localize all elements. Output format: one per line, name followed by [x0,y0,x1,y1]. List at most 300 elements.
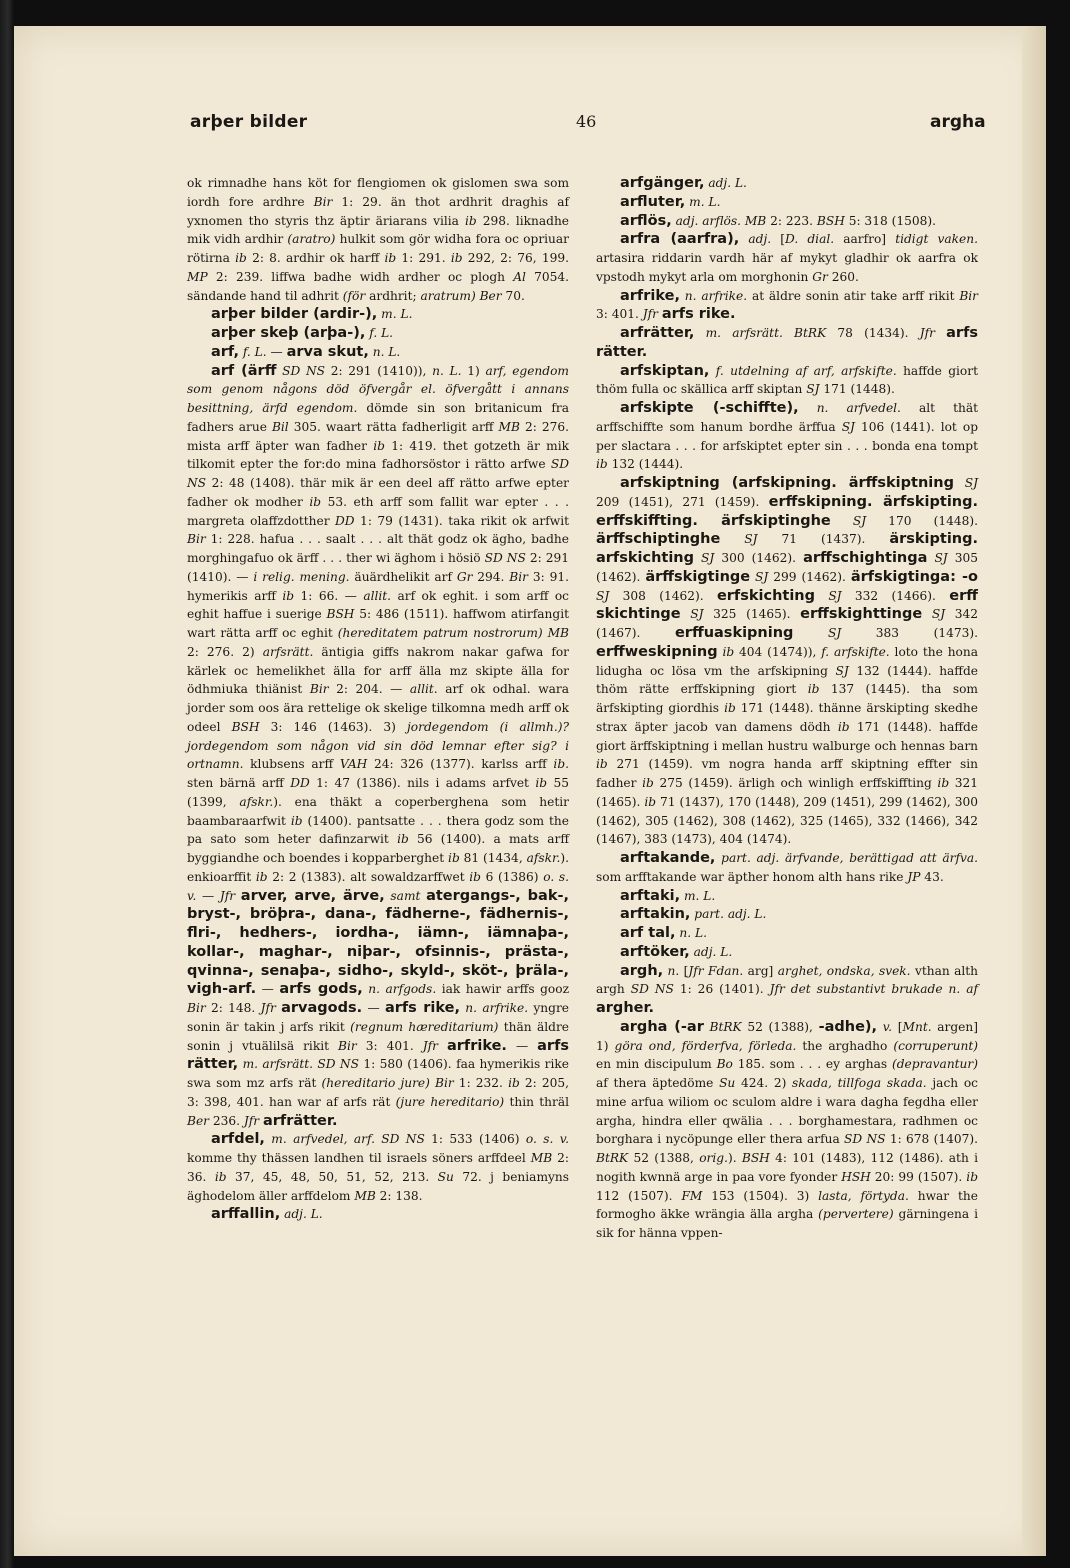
body-text: [ [771,232,786,247]
body-text: [ [679,963,689,978]
headword: erffskighttinge [800,606,923,623]
body-text: gärningena i sik for hänna vppen- [596,1207,978,1240]
italic-text: Su [719,1076,736,1090]
body-text: — [256,982,280,997]
dictionary-entry [596,324,978,362]
headword: arfrätter, [620,325,695,341]
italic-text: Jfr [422,1038,438,1053]
body-text: sten bärnä arff [187,776,291,790]
headword: ärffschiptinghe [596,531,721,548]
italic-text: Al [513,269,526,284]
body-text: 55 (1399, [187,776,569,809]
body-text: 2: 138. [375,1188,423,1203]
body-text: 271 (1459). vm nogra handa arff skiptning effter sin fadher [596,757,978,790]
body-text: jach oc mine arfua wiliom oc sculom aldre i wara dagha fegdha eller argha, hindra eller qwälia . . . borghamestara, radhmen oc borghara i nycöpunge eller thera arfua [596,1076,978,1147]
body-text: 2: 8. ardhir ok harff [246,251,385,265]
italic-text: Jfr Fdan. [688,963,744,978]
headword: arfs rike, [384,1000,460,1016]
italic-text: orig. [699,1151,728,1165]
italic-text: o. s. v. [525,1132,569,1147]
body-text: 1: 419. thet gotzeth är mik tilkomit epter the for:do mina fadhorsöstor i rätto arfwe [187,438,570,472]
body-text: 299 (1462). [768,569,851,584]
headword: arftöker, [620,943,690,960]
italic-text: m. L. [377,307,413,322]
italic-text: VAH [339,757,368,772]
headword: arver, arve, ärve, [240,887,385,904]
body-text: 2: 2 (1383). alt sowaldzarffwet [267,869,470,884]
body-text: ). [727,1151,742,1165]
italic-text: ib [596,757,608,772]
body-text: 308 (1462). [609,588,717,603]
headword: arvagods. [281,1000,363,1016]
italic-text: aratrum) [420,288,476,303]
body-text: 1: 533 (1406) [424,1132,526,1147]
italic-text: ib [384,251,397,265]
italic-text: part. adj. ärfvande, berättigad att ärfva. [715,851,978,865]
italic-text: Ber [479,288,502,303]
italic-text: ib [724,701,736,715]
italic-text: skada, tillfoga skada. [792,1076,927,1090]
body-text: 404 (1474)), [734,644,822,659]
body-text: 2: 148. [205,1001,261,1015]
body-text: the arghadho [796,1038,894,1053]
body-text: 72. j beniamyns äghodelom äller arffdelom [187,1169,569,1203]
headword: erffskipning. ärfskipting. erffskiffting. ärfskiptinghe [596,493,978,529]
running-header [0,112,1070,142]
italic-text: Bir [435,1076,454,1090]
body-text: 24: 326 (1377). karlss arff [367,757,554,772]
body-text: vthan alth argh [596,963,978,997]
dictionary-entry [596,962,978,1018]
dictionary-entry [596,943,978,962]
dictionary-entry [596,1018,978,1243]
body-text: dömde sin son britanicum fra fadhers arue [187,401,569,434]
body-text: 71 (1437). [757,532,890,547]
headword: arfskipte (-schiffte), [620,400,799,416]
dictionary-entry [596,474,978,849]
headword: arf (ärff [211,362,277,379]
body-text: 305. waart rätta fadherligit arff [288,419,499,434]
dictionary-entry [596,287,978,325]
right-column [596,174,978,1243]
body-text: arf ok eghit. i som arff oc eghit haffue i suerige [187,588,569,622]
body-text [935,326,946,340]
italic-text: Bir [338,1038,357,1053]
body-text: 1: 29. än thot ardhrit draghis af yxnomen tho styris thz äptir äriarans vilia [187,194,569,228]
body-text: en min discipulum [596,1057,717,1072]
dictionary-entry [187,305,569,324]
italic-text: Ber [187,1113,209,1128]
headword: arftakin, [620,906,691,923]
body-text: — [266,344,287,359]
body-text: 3: 401. [596,307,643,322]
headword: arfs rätter, [187,1037,570,1073]
headword: arfrike, [620,287,680,304]
dictionary-entry [596,230,978,286]
italic-text: f. L. [365,326,394,340]
dictionary-entry [187,362,569,1131]
headword: -adhe), [818,1018,878,1035]
italic-text: Su [437,1169,454,1184]
italic-text: allit. [363,588,392,603]
italic-text: n. arfrike. [460,1001,529,1015]
body-text: ). ena thäkt a coperberghena som hetir baambaraarfwit [187,794,569,828]
body-text: 4: 101 (1483), 112 (1486). ath i nogith kwnnä arge in paa vore fyonder [596,1151,978,1184]
body-text: [ [892,1019,903,1034]
body-text: som arfftakande war äpther honom alth hans rike [596,869,908,884]
headword: arfrätter. [263,1112,338,1129]
body-text: 171 (1448). [819,382,895,397]
headword: arftaki, [620,887,681,904]
italic-text: MB [530,1151,553,1165]
italic-text: m. arfsrätt. SD NS [238,1057,359,1072]
italic-text: lasta, förtyda. [818,1188,909,1203]
body-text: 53. eth arff som fallit war epter . . . margreta olaffzdotther [187,494,569,528]
italic-text: arf, egendom som genom någons död öfvergår el. öfvergått i annans besittning, ärfd egendom. [187,363,569,415]
italic-text: BSH [231,719,260,734]
headword: arf tal, [620,925,676,941]
dictionary-entry [596,924,978,943]
dictionary-entry [596,887,978,906]
body-text: 3: 146 (1463). 3) [259,719,407,734]
headword: argha (-ar [620,1018,704,1035]
italic-text: ib [282,588,295,603]
italic-text: ib [214,1169,227,1184]
left-column [187,174,569,1224]
italic-text: MB [547,626,569,640]
body-text: af thera äptedöme [596,1076,720,1090]
italic-text: part. adj. L. [690,907,767,922]
body-text: 342 (1467). [596,607,978,640]
headword: ärffskigtinge [645,568,751,585]
headword: arffallin, [211,1206,281,1223]
italic-text: afskr. [526,851,561,865]
italic-text: (för [342,288,366,303]
dictionary-entry [596,905,978,924]
italic-text: MB [354,1188,376,1203]
italic-text: f. utdelning af arf, arfskifte. [709,363,897,378]
italic-text: Gr [456,569,473,584]
body-text: 171 (1448). haffde giort ärffskiptning i mellan hustru walburge och hennas barn [596,719,979,753]
body-text: 305 (1462). [596,551,978,584]
body-text: 52 (1388), [741,1019,819,1034]
italic-text: Jfr [260,1001,276,1015]
body-text: 20: 99 (1507). [870,1169,967,1184]
body-text: iak hawir arffs gooz [436,982,569,997]
body-text: 170 (1448). [866,513,978,528]
italic-text: ib [837,719,850,734]
headword: arfgänger, [620,175,705,191]
italic-text: ib [966,1169,978,1184]
italic-text: (hereditatem patrum nostrorum) [337,626,543,640]
italic-text: (jure hereditario) [395,1094,505,1109]
body-text: 275 (1459). ärligh och winligh erffskiffting [653,776,938,790]
italic-text: m. arfsrätt. BtRK [694,326,827,340]
italic-text: SJ [694,551,715,565]
italic-text: arfsrätt. [262,644,314,659]
body-text: 300 (1462). [714,551,804,565]
italic-text: arghet, ondska, svek. [777,963,911,978]
italic-text: n. arfvedel. [798,401,901,415]
body-text: arf ok odhal. wara jorder som oos ära rettelige ok skelige tilkomna medh arff ok odeel [187,682,569,734]
body-text: 1: 291. [396,251,451,265]
dictionary-entry [596,849,978,887]
italic-text: n. arfgods. [362,982,437,997]
italic-text: SD NS [276,363,325,378]
body-text: 2: 276. mista arff äpter wan fadher [187,419,569,453]
italic-text: SJ [680,607,704,622]
italic-text: Jfr [919,326,935,340]
italic-text: (aratro) [287,232,336,247]
italic-text: SJ [927,551,948,565]
body-text: 71 (1437), 170 (1448), 209 (1451), 299 (1462), 300 (1462), 305 (1462), 308 (1462), 325 (1465), 332 (1466), 342 (1467), 383 (1473), 404 (1474). [596,794,978,847]
body-text: 153 (1504). 3) [702,1188,819,1203]
body-text: 2: 204. — [328,682,410,697]
italic-text: JP [907,869,921,884]
headword: arfskiptan, [620,362,710,379]
italic-text: n. [663,963,680,978]
italic-text: n. L. [368,344,401,359]
body-text: 81 (1434, [459,851,527,865]
body-text: 298. liknadhe mik vidh ardhir [187,213,570,247]
body-text: 43. [920,869,944,884]
body-text: 1: 26 (1401). [673,982,770,997]
italic-text: BSH [816,213,845,228]
dictionary-entry [596,399,978,474]
italic-text: ib [397,832,409,847]
body-text: loto the hona lidugha oc lösa vm the arfskipning [596,644,979,678]
italic-text: ib [235,251,247,265]
italic-text: SJ [830,513,867,528]
headword: ärskipting. arfskichting [596,531,979,566]
body-text: äuärdhelikit arf [349,569,457,584]
italic-text: HSH [841,1169,871,1184]
dictionary-entry [596,193,978,212]
body-text: 2: 291 (1410)), [325,363,433,378]
body-text: 2: 36. [187,1151,569,1184]
italic-text: SJ [815,588,842,603]
italic-text: SJ [720,532,758,547]
dictionary-entry [596,212,978,231]
body-text: haffde giort thöm fulla oc skällica arff skiptan [596,363,978,397]
headword: arflös, [620,212,672,229]
italic-text: o. s. v. [187,869,569,903]
body-text: 1: 232. [453,1076,509,1090]
italic-text: SJ [953,476,978,490]
body-text: artasira riddarin vardh här af mykyt gladhir ok aarfra ok vpstodh mykyt arla om morghonin [596,251,978,284]
body-text: 260. [827,269,859,284]
headword: arfs rätter. [596,325,979,360]
italic-text: SD NS [844,1132,886,1147]
italic-text: adj. [739,232,772,247]
italic-text: ib [717,644,735,659]
italic-text: ib [373,438,385,453]
italic-text: ib [448,851,460,865]
italic-text: m. L. [685,194,721,209]
body-text: aarfro] [834,232,896,247]
header-right-keyword: argha [930,112,986,132]
italic-text: ib [309,494,322,509]
body-text: 236. [209,1113,244,1128]
italic-text: Bil [271,419,289,434]
body-text: 383 (1473). [841,626,979,640]
body-text: thän äldre sonin j vtuälilsä rikit [187,1019,569,1053]
italic-text: Mnt. [902,1019,932,1034]
headword: argh, [620,962,664,979]
body-text: 137 (1445). tha som ärfskipting giordhis [596,682,978,715]
headword: arffschightinga [803,550,928,566]
italic-text: (regnum hæreditarium) [350,1019,499,1034]
italic-text: tidigt vaken. [895,232,978,247]
italic-text: samt [384,888,421,903]
italic-text: SJ [750,569,769,584]
body-text: ). enkioarffit [187,851,570,884]
body-text: 2: 223. [766,213,817,228]
italic-text: ib [642,776,654,790]
italic-text: DD [335,513,355,528]
italic-text: (corruperunt) [893,1038,978,1053]
body-text: 52 (1388, [628,1151,700,1165]
italic-text: Jfr det substantivt brukade n. af [769,982,979,997]
italic-text: ib [450,251,463,265]
body-text: 6 (1386) [480,869,544,884]
italic-text: D. dial. [785,232,835,247]
italic-text: m. arfvedel, arf. SD NS [264,1132,425,1147]
italic-text: Jfr [642,307,658,322]
italic-text: (pervertere) [818,1207,894,1222]
italic-text: Bir [309,682,329,697]
italic-text: v. [877,1019,893,1034]
italic-text: Bir [313,194,333,209]
body-text: komme thy thässen landhen til israels söners arffdeel [187,1151,531,1165]
italic-text: ib [469,869,481,884]
headword: arva skut, [286,343,369,360]
body-text: thin thräl [504,1094,570,1109]
headword: erffweskipning [596,643,718,660]
body-text: 5: 318 (1508). [844,213,936,228]
headword: arfs gods, [279,981,363,998]
body-text: hulkit som gör widha fora oc opriuar rötirna [187,232,569,265]
body-text: 132 (1444). [607,457,684,472]
headword: arfdel, [211,1131,265,1148]
italic-text: f. arfskifte. [821,644,890,659]
body-text: argen] 1) [596,1019,978,1053]
italic-text: BtRK [703,1019,742,1034]
dictionary-entry [187,343,569,362]
headword: erffuaskipning [674,625,794,641]
headword: arfskiptning (arfskipning. ärffskiptning [620,475,954,491]
italic-text: ib [644,794,657,809]
italic-text: SJ [841,419,855,434]
body-text: 424. 2) [735,1076,793,1090]
headword: arftakande, [620,850,716,866]
page-edge [1022,26,1046,1556]
italic-text: Jfr [219,888,236,903]
headword: erfskichting [716,587,815,604]
italic-text: f. L. [238,344,267,359]
body-text: alt thät arffschiffte som hanum bordhe ärffua [596,401,978,434]
italic-text: afskr. [239,794,274,809]
body-text: 132 (1444). haffde thöm rätte erffskipning giort [596,663,978,697]
italic-text: SJ [806,382,820,397]
italic-text: adj. L. [689,944,733,959]
body-text: 2: 48 (1408). thär mik är een deel aff rätto arfwe epter fadher ok modher [187,476,569,509]
dictionary-entry [187,1130,569,1205]
body-text: 185. som . . . ey arghas [732,1057,892,1072]
entry-continuation [187,174,569,305]
italic-text: Bir [187,1001,206,1015]
headword: arfra (aarfra), [620,231,740,248]
body-text: 3: 91. hymerikis arff [187,569,569,603]
body-text: 1: 678 (1407). [885,1132,978,1147]
headword: arþer bilder (ardir-), [211,306,378,323]
italic-text: DD [290,776,310,790]
headword: arfluter, [620,193,686,210]
body-text: — [196,888,220,903]
italic-text: (hereditario jure) [321,1076,430,1090]
body-text: 37, 45, 48, 50, 51, 52, 213. [226,1169,438,1184]
dictionary-entry [187,1205,569,1224]
body-text: 1: 79 (1431). taka rikit ok arfwit [354,513,569,528]
italic-text: ib [596,457,608,472]
body-text: 209 (1451), 271 (1459). [596,494,769,509]
italic-text: SJ [793,626,842,640]
body-text: 1: 66. — [294,588,364,603]
italic-text: ib [508,1076,520,1090]
italic-text: SD NS [484,551,526,565]
body-text: 2: 291 (1410). — [187,551,569,584]
body-text: 321 (1465). [596,776,979,809]
italic-text: Bir [187,532,206,547]
body-text: ok rimnadhe hans köt for flengiomen ok gislomen swa som iordh fore ardhre [187,176,569,209]
body-text: 2: 205, 3: 398, 401. han war af arfs rät [187,1076,570,1109]
body-text: äntigia giffs nakrom nakar gafwa for kärlek oc hemelikhet älla for arff älla mz skipte älla for ödhmiuka thiänist [187,644,569,697]
italic-text: SJ [596,588,610,603]
body-text: 1: 580 (1406). faa hymerikis rike swa som mz arfs rät [187,1057,569,1090]
italic-text: Gr [812,269,828,284]
italic-text: m. L. [680,888,716,903]
body-text: 7054. sändande hand til adhrit [187,269,569,303]
italic-text: ib [535,776,548,790]
headword: arf, [211,343,239,360]
headword: arþer skeþ (arþa-), [211,325,366,341]
italic-text: ib [807,682,820,697]
body-text: 5: 486 (1511). haffwom atirfangit wart rätta arff oc eghit [187,607,569,640]
italic-text: SD NS [187,457,569,490]
body-text: 2: 239. liffwa badhe widh ardher oc plogh [207,269,514,284]
italic-text: n. L. [432,363,462,378]
italic-text: ib [290,813,303,828]
body-text: 292, 2: 76, 199. [462,251,569,265]
body-text: 1) [461,363,486,378]
body-text: ardhrit; [365,288,421,303]
body-text: 56 (1400). a mats arff byggiandhe och boendes i kopparberghet [187,832,569,865]
italic-text: ib. [553,757,569,772]
italic-text: BSH [326,607,355,622]
italic-text: Bir [959,288,978,303]
italic-text: Bir [509,569,528,584]
italic-text: ib [937,776,950,790]
italic-text: SD NS [630,982,674,997]
header-left-keyword: arþer bilder [190,112,308,132]
italic-text: adj. arflös. MB [671,213,767,228]
body-text: klubsens arff [243,757,340,772]
body-text [438,1039,447,1053]
headword: argher. [596,1000,655,1016]
body-text: 294. [472,569,510,584]
italic-text: FM [681,1188,703,1203]
italic-text: adj. L. [280,1207,323,1222]
